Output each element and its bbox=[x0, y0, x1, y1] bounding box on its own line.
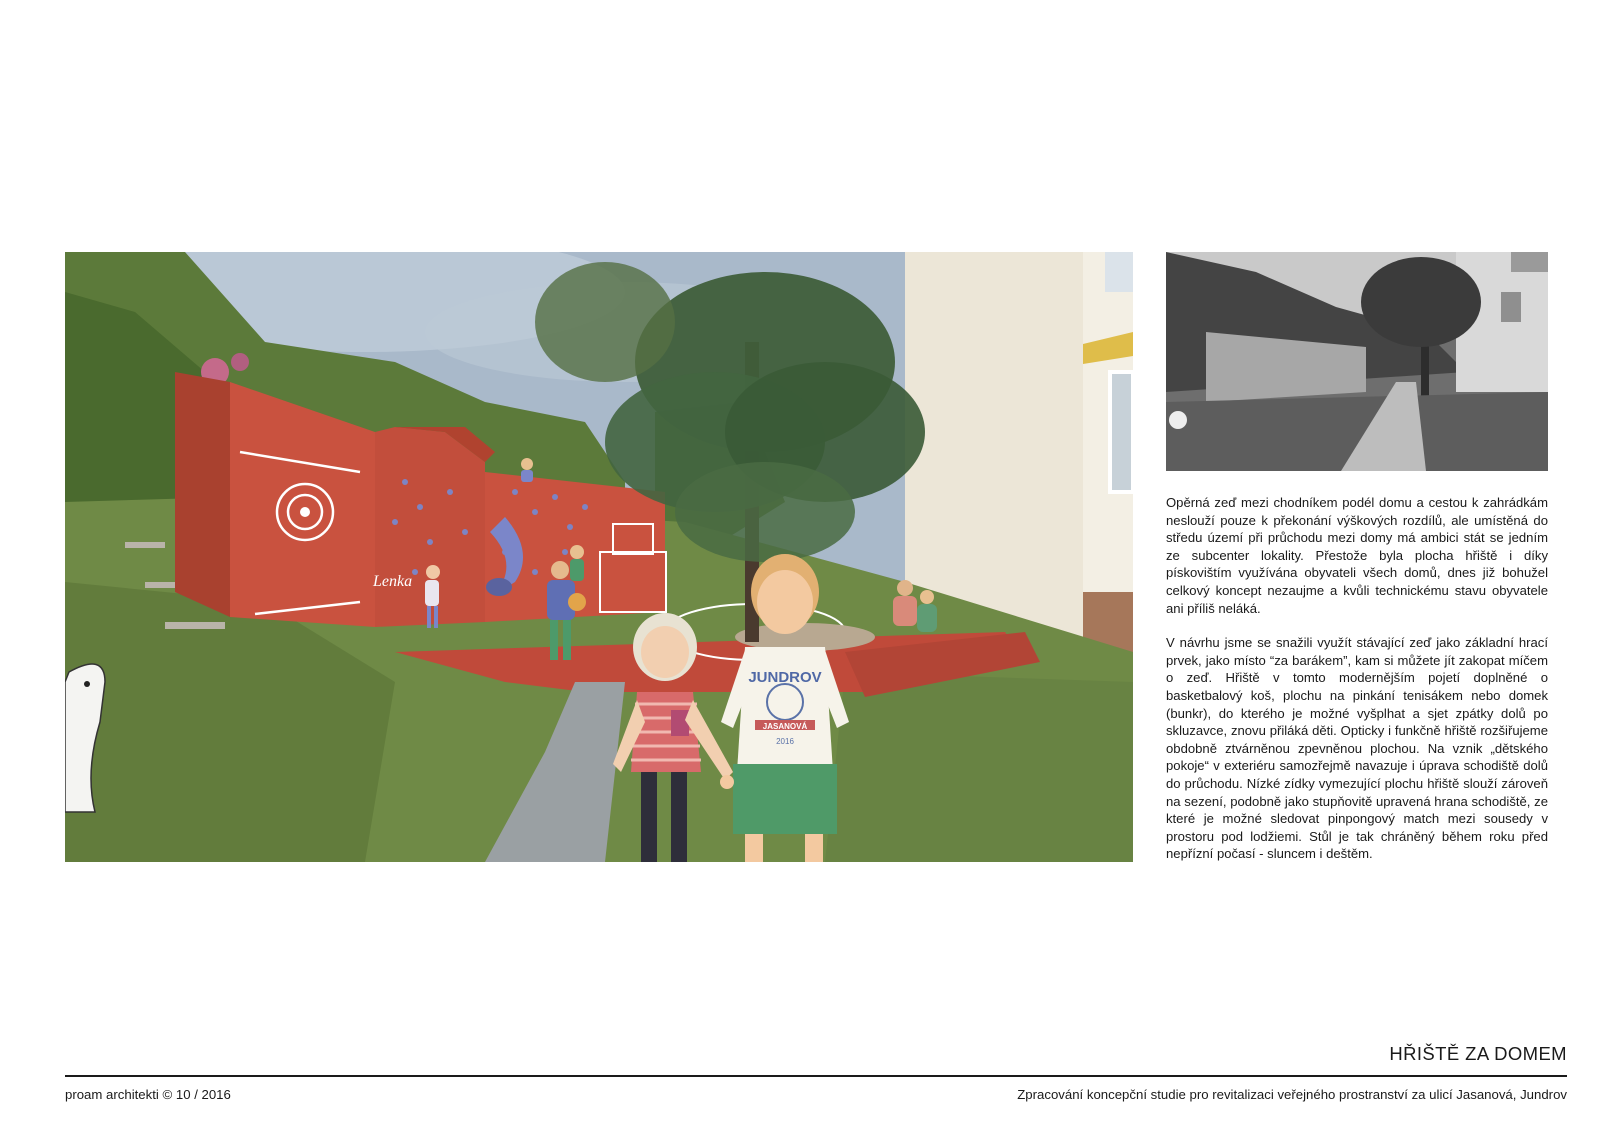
footer-project-description: Zpracování koncepční studie pro revitalizaci veřejného prostranství za ulicí Jasanová, Jundrov bbox=[1017, 1087, 1567, 1102]
window bbox=[1105, 252, 1133, 292]
step bbox=[125, 542, 165, 548]
pine-tree bbox=[1361, 257, 1481, 347]
paragraph-existing-state: Opěrná zeď mezi chodníkem podél domu a cestou k zahrádkám neslouží pouze k překonání výškových rozdílů, ale umístěná do středu území při průchodu mezi domy má ambici stát se jedním ze subcenter lokality. Přestože byla plocha hřiště i díky pískovištím využívána obyvateli všech domů, dnes již bohužel celkový koncept nezaujme a kvůli technickému stavu obyvatele ani příliš neláká. bbox=[1166, 495, 1548, 616]
footer-rule bbox=[65, 1075, 1567, 1077]
window bbox=[1501, 292, 1521, 322]
slide-exit bbox=[486, 578, 512, 596]
visualization-illustration bbox=[65, 252, 1133, 862]
window bbox=[1511, 252, 1548, 272]
existing-state-illustration bbox=[1166, 252, 1548, 471]
child-green-shirt bbox=[570, 545, 584, 581]
target bbox=[300, 507, 310, 517]
footer-credit: proam architekti © 10 / 2016 bbox=[65, 1087, 231, 1102]
window bbox=[1110, 372, 1133, 492]
tshirt-print: JUNDROV bbox=[748, 669, 822, 686]
sheet-title: HŘIŠTĚ ZA DOMEM bbox=[1389, 1043, 1567, 1064]
wall-side bbox=[175, 372, 230, 617]
tshirt-year: 2016 bbox=[776, 737, 794, 746]
description-text bbox=[1166, 494, 1548, 880]
flower-bush bbox=[231, 353, 249, 371]
spring-rider bbox=[1169, 411, 1187, 429]
playground-visualization bbox=[65, 252, 1133, 862]
step bbox=[165, 622, 225, 629]
lawn bbox=[825, 672, 1133, 862]
paragraph-design-proposal: V návrhu jsme se snažili využít stávající zeď jako základní hrací prvek, jako místo “za barákem”, kam si můžete jít zakopat míčem o zeď. Hřiště v tomto modernějším pojetí doplněné o basketbalový koš, plochu na pinkání tenisákem nebo domek (bunkr), do kterého je možné vyšplhat a sjet zpátky dolů po skluzavce, znovu přiláká děti. Opticky i funkčně hřiště rozšiřujeme obdobně ztvárněnou zpevněnou plochou. Na vznik „dětského pokoje“ v exteriéru samozřejmě navazuje i úprava schodiště dolů do průchodu. Nízké zídky vymezující plochu hřiště slouží zároveň na sezení, podobně jako stupňovitě upravená hrana schodiště, ze které je možné sledovat pinpongový match mezi sousedy v prostoru pod lodžiemi. Stůl je tak chráněný během roku před nepřízní počasí - sluncem i deštěm. bbox=[1166, 635, 1548, 862]
tshirt-ribbon: JASANOVÁ bbox=[762, 722, 808, 731]
existing-state-photo bbox=[1166, 252, 1548, 471]
wall-chalk-name: Lenka bbox=[373, 573, 413, 590]
